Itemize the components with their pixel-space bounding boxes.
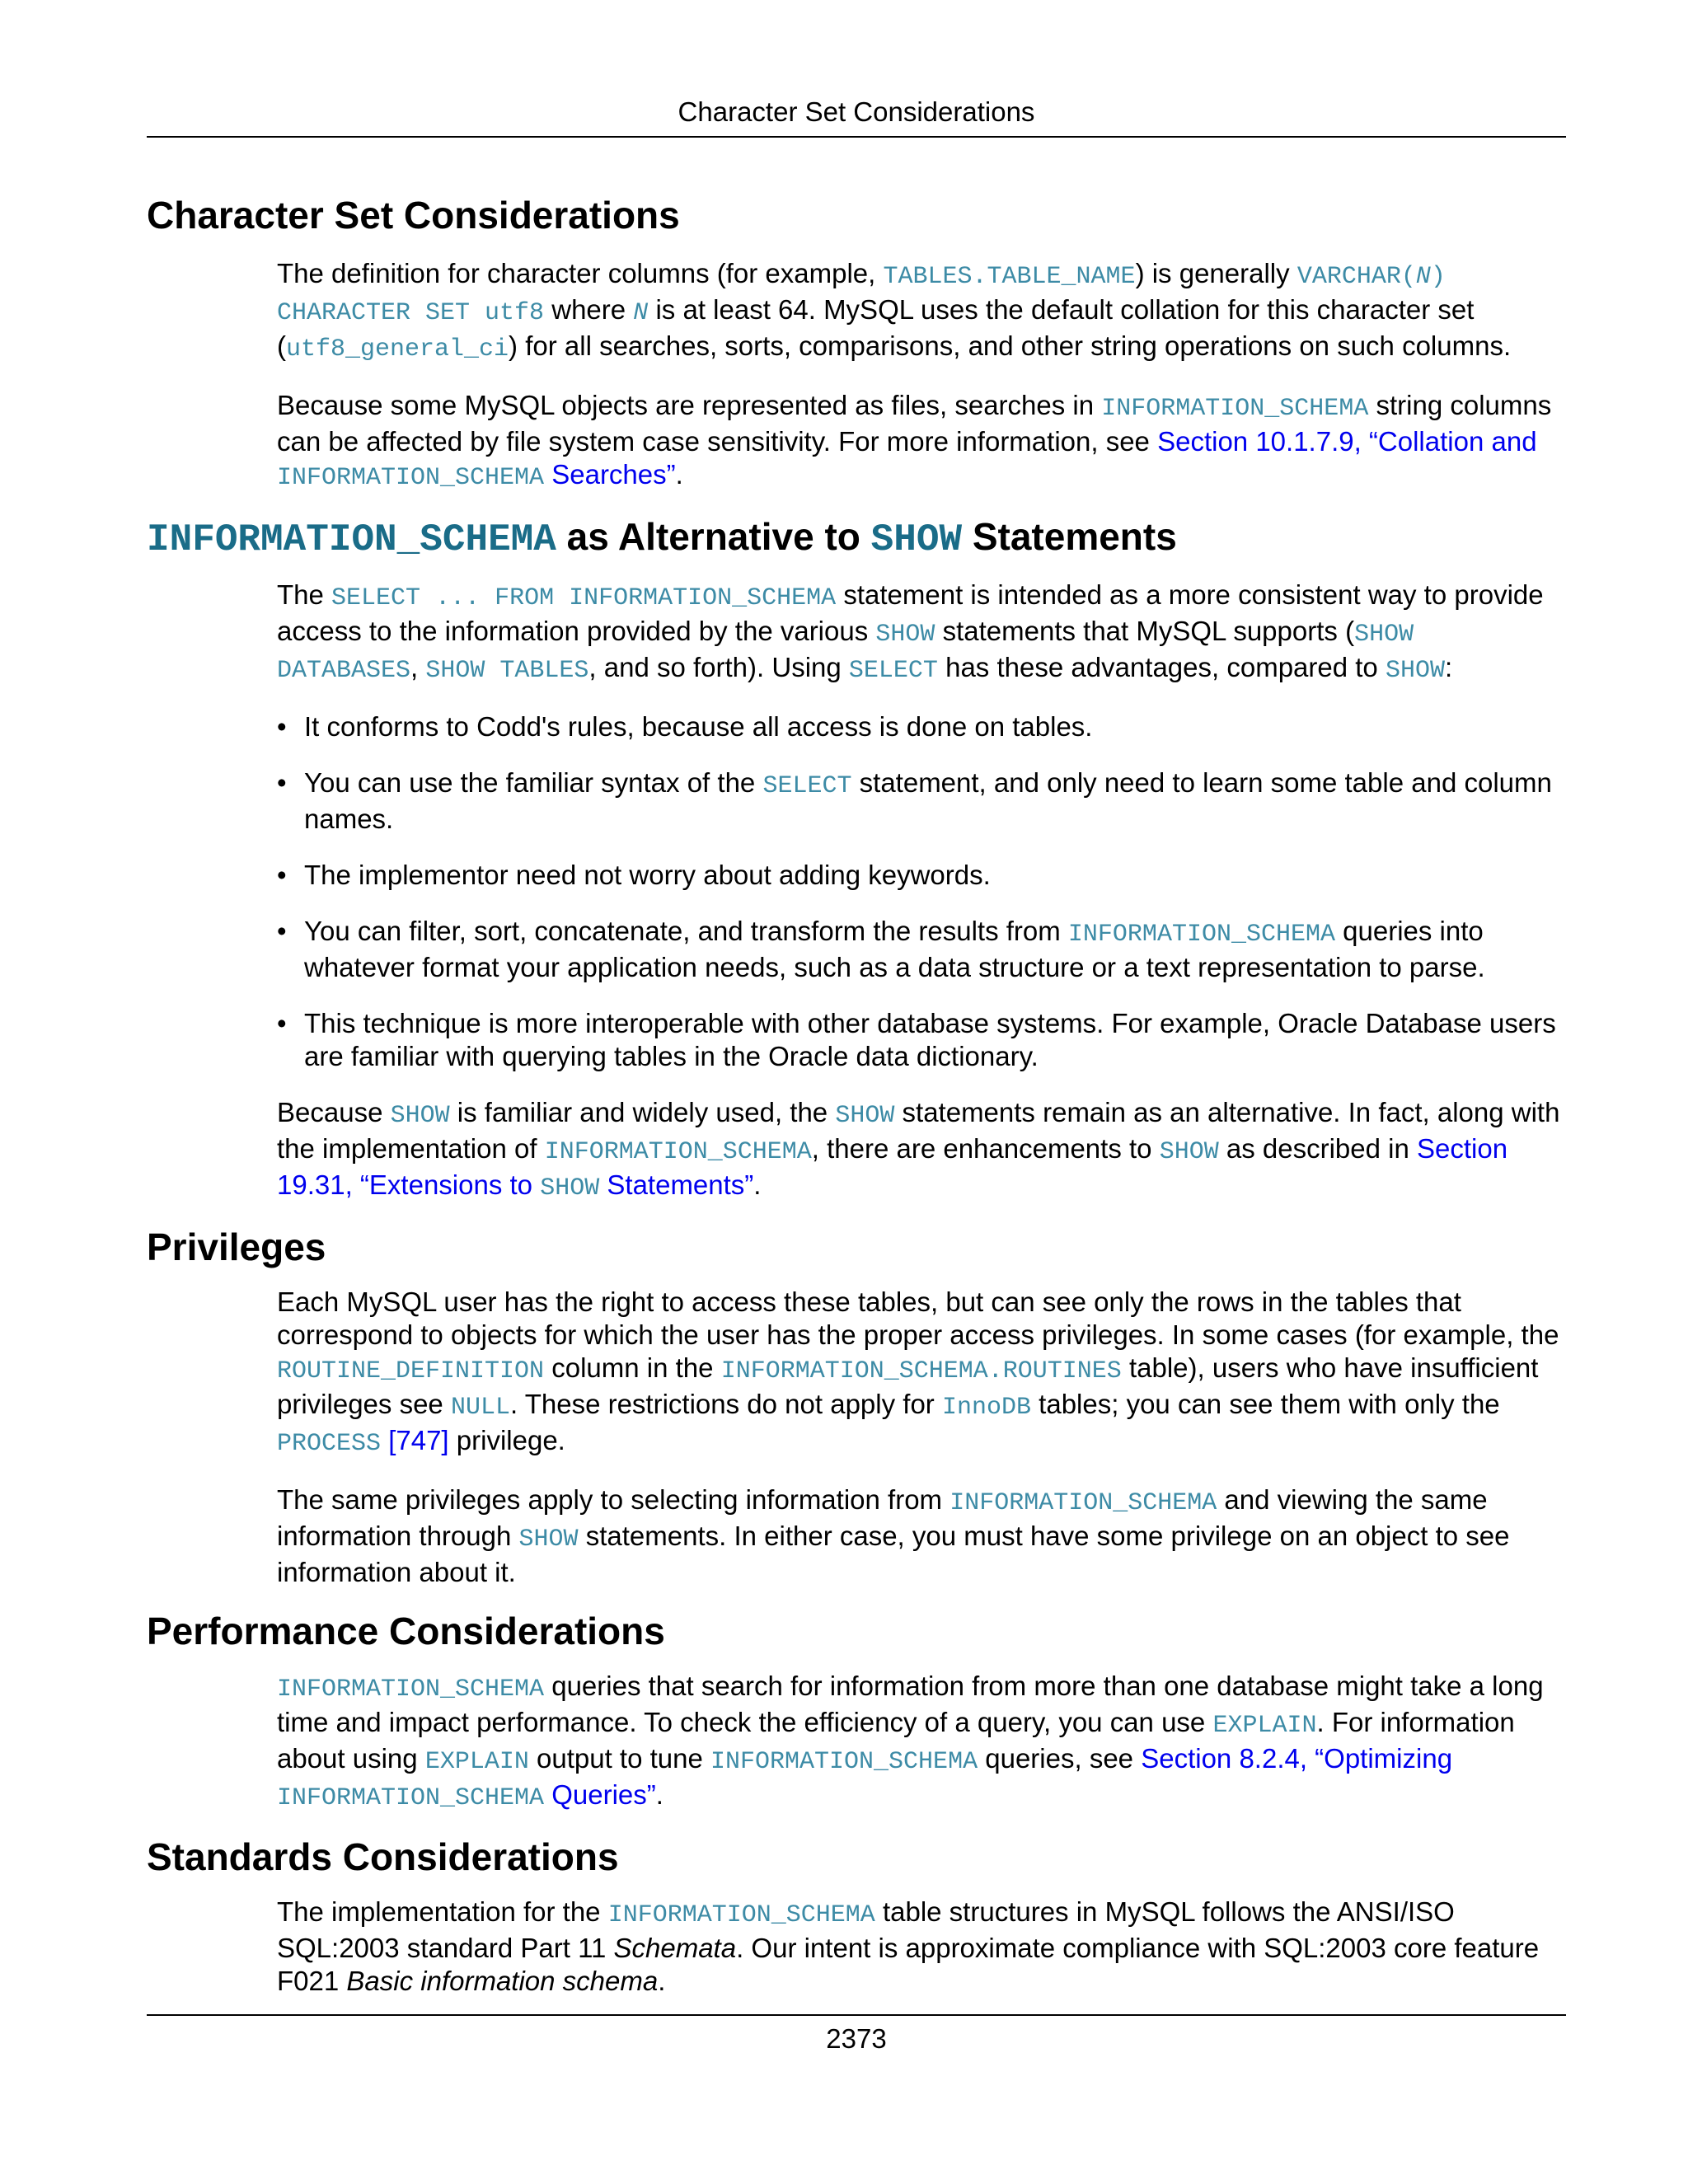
code-literal: INFORMATION_SCHEMA xyxy=(277,464,545,492)
code-literal: INFORMATION_SCHEMA xyxy=(1067,921,1335,949)
advantages-list xyxy=(277,710,1566,1073)
text: privilege. xyxy=(448,1425,565,1455)
text: , xyxy=(410,652,426,682)
text: where xyxy=(544,294,634,325)
code-part: VARCHAR( xyxy=(1296,263,1416,291)
code-literal: INFORMATION_SCHEMA xyxy=(277,1675,545,1704)
text: queries into whatever format your application needs, such as a data structure or a text representation to parse. xyxy=(304,916,1485,982)
section-privileges xyxy=(277,1286,1566,1589)
footer-rule xyxy=(147,2014,1566,2016)
text: statements. In either case, you must have some privilege on an object to see information about it. xyxy=(277,1521,1510,1587)
text: is at least 64. MySQL uses the default collation for this character set ( xyxy=(277,294,1475,361)
privilege-reference-link[interactable]: [747] xyxy=(388,1425,449,1455)
heading-standards-considerations: Standards Considerations xyxy=(147,1835,619,1878)
code-literal: CHARACTER SET utf8 xyxy=(277,299,545,327)
text: . For information about using xyxy=(277,1707,1515,1774)
text: output to tune xyxy=(528,1743,711,1774)
code-literal: utf8_general_ci xyxy=(286,335,509,363)
code-literal: INFORMATION_SCHEMA xyxy=(277,1784,545,1812)
list-item: • The implementor need not worry about adding keywords. xyxy=(277,859,1566,892)
code-part: N xyxy=(1415,263,1431,291)
text: The xyxy=(277,579,332,610)
link-text: Queries” xyxy=(544,1779,656,1810)
code-literal: INFORMATION_SCHEMA xyxy=(607,1901,875,1929)
code-literal: INFORMATION_SCHEMA xyxy=(950,1489,1217,1517)
code-literal: SHOW xyxy=(1159,1138,1219,1166)
text: . xyxy=(658,1966,666,1996)
heading-performance-considerations: Performance Considerations xyxy=(147,1610,665,1652)
text: . These restrictions do not apply for xyxy=(509,1389,942,1419)
code-literal: SHOW xyxy=(875,621,935,649)
code-literal: NULL xyxy=(450,1394,510,1422)
code-literal: SHOW xyxy=(540,1174,600,1202)
list-item xyxy=(277,915,1566,984)
text: . Our intent is approximate compliance with SQL:2003 core feature F021 xyxy=(277,1933,1540,1996)
text: . xyxy=(675,459,683,490)
text: Each MySQL user has the right to access these tables, but can see only the rows in the tables that correspond to objects for which the user has the proper access privileges. In some cases (for example, the xyxy=(277,1286,1559,1350)
text: You can filter, sort, concatenate, and transform the results from xyxy=(304,916,1068,946)
header-rule xyxy=(147,136,1566,138)
code-literal: INFORMATION_SCHEMA xyxy=(544,1138,812,1166)
paragraph xyxy=(277,579,1566,687)
text: and viewing the same information through xyxy=(277,1484,1488,1551)
code-literal xyxy=(1297,263,1446,291)
text: is familiar and widely used, the xyxy=(449,1097,836,1127)
link-text: Section 8.2.4, “Optimizing xyxy=(1141,1743,1453,1774)
text: as Alternative to xyxy=(556,515,871,558)
text: tables; you can see them with only the xyxy=(1031,1389,1500,1419)
code-literal: INFORMATION_SCHEMA xyxy=(1101,395,1369,423)
heading-information-schema-alternative xyxy=(147,513,1566,564)
code-literal: EXPLAIN xyxy=(424,1748,529,1776)
page-body xyxy=(147,191,1566,1998)
text: column in the xyxy=(544,1352,721,1383)
code-literal: SHOW DATABASES xyxy=(277,621,1414,685)
code-literal: INFORMATION_SCHEMA xyxy=(710,1748,978,1776)
text: table structures in MySQL follows the ANSI/ISO SQL:2003 standard Part 11 xyxy=(277,1896,1455,1963)
text: statement is intended as a more consistent way to provide access to the information provided by the various xyxy=(277,579,1544,646)
text: The same privileges apply to selecting information from xyxy=(277,1484,950,1515)
code-part: ) xyxy=(1430,263,1446,291)
list-item: • This technique is more interoperable with other database systems. For example, Oracle Database users are familiar with querying tables in the Oracle data dictionary. xyxy=(277,1007,1566,1073)
page-number: 2373 xyxy=(826,2023,887,2054)
text: , there are enhancements to xyxy=(811,1133,1160,1164)
emphasis: Schemata xyxy=(613,1933,737,1963)
code-literal: SHOW xyxy=(390,1102,450,1130)
code-literal: SHOW xyxy=(518,1526,579,1554)
text: Because some MySQL objects are represented as files, searches in xyxy=(277,390,1102,420)
paragraph xyxy=(277,1896,1566,1998)
paragraph xyxy=(277,257,1566,366)
code-literal: SELECT xyxy=(848,657,938,685)
text: queries that search for information from more than one database might take a long time and impact performance. To check the efficiency of a query, you can use xyxy=(277,1671,1544,1737)
paragraph xyxy=(277,1096,1566,1205)
code-literal: EXPLAIN xyxy=(1212,1712,1317,1740)
code-literal: PROCESS xyxy=(277,1430,382,1458)
code-literal: SELECT xyxy=(762,772,852,800)
text: has these advantages, compared to xyxy=(937,652,1386,682)
code-literal: SHOW xyxy=(1385,657,1445,685)
text: statement, and only need to learn some table and column names. xyxy=(304,767,1552,834)
paragraph xyxy=(277,1483,1566,1589)
heading-character-set-considerations: Character Set Considerations xyxy=(147,194,680,237)
section-information-schema-alternative xyxy=(277,579,1566,1205)
text: string columns can be affected by file system case sensitivity. For more information, see xyxy=(277,390,1552,457)
code-literal: INFORMATION_SCHEMA.ROUTINES xyxy=(720,1357,1122,1385)
emphasis: Basic information schema xyxy=(346,1966,659,1996)
code-literal: SHOW xyxy=(835,1102,895,1130)
text: table), users who have insufficient privileges see xyxy=(277,1352,1539,1419)
text: statements that MySQL supports ( xyxy=(935,616,1355,646)
text: . xyxy=(655,1779,663,1810)
list-item xyxy=(277,766,1566,836)
code-literal: INFORMATION_SCHEMA xyxy=(147,518,556,561)
text: ) for all searches, sorts, comparisons, and other string operations on such columns. xyxy=(509,330,1512,361)
code-literal: ROUTINE_DEFINITION xyxy=(277,1357,545,1385)
text: : xyxy=(1444,652,1453,682)
section-performance xyxy=(277,1670,1566,1815)
code-literal: SHOW TABLES xyxy=(425,657,589,685)
link-text: Searches” xyxy=(544,459,676,490)
text: ) is generally xyxy=(1135,258,1297,288)
code-literal: SHOW xyxy=(870,518,963,561)
code-literal: TABLES.TABLE_NAME xyxy=(883,263,1136,291)
paragraph xyxy=(277,1286,1566,1460)
text: as described in xyxy=(1218,1133,1418,1164)
code-literal: SELECT ... FROM INFORMATION_SCHEMA xyxy=(331,584,837,612)
section-character-set xyxy=(277,257,1566,494)
link-text: Section 19.31, “Extensions to xyxy=(277,1133,1508,1200)
text: The definition for character columns (for example, xyxy=(277,258,884,288)
text: You can use the familiar syntax of the xyxy=(304,767,763,798)
text: , and so forth). Using xyxy=(588,652,849,682)
section-standards xyxy=(277,1896,1566,1998)
list-item: • It conforms to Codd's rules, because all access is done on tables. xyxy=(277,710,1566,743)
text: The implementation for the xyxy=(277,1896,608,1927)
text: . xyxy=(753,1169,762,1200)
code-literal: N xyxy=(633,299,649,327)
link-text: Section 10.1.7.9, “Collation and xyxy=(1157,426,1537,457)
code-literal: InnoDB xyxy=(941,1394,1031,1422)
paragraph xyxy=(277,389,1566,494)
text: statements remain as an alternative. In fact, along with the implementation of xyxy=(277,1097,1560,1164)
link-text: Statements” xyxy=(599,1169,754,1200)
text: Statements xyxy=(962,515,1177,558)
paragraph xyxy=(277,1670,1566,1815)
text: Because xyxy=(277,1097,391,1127)
text: queries, see xyxy=(978,1743,1142,1774)
running-header: Character Set Considerations xyxy=(678,96,1035,127)
heading-privileges: Privileges xyxy=(147,1226,326,1268)
